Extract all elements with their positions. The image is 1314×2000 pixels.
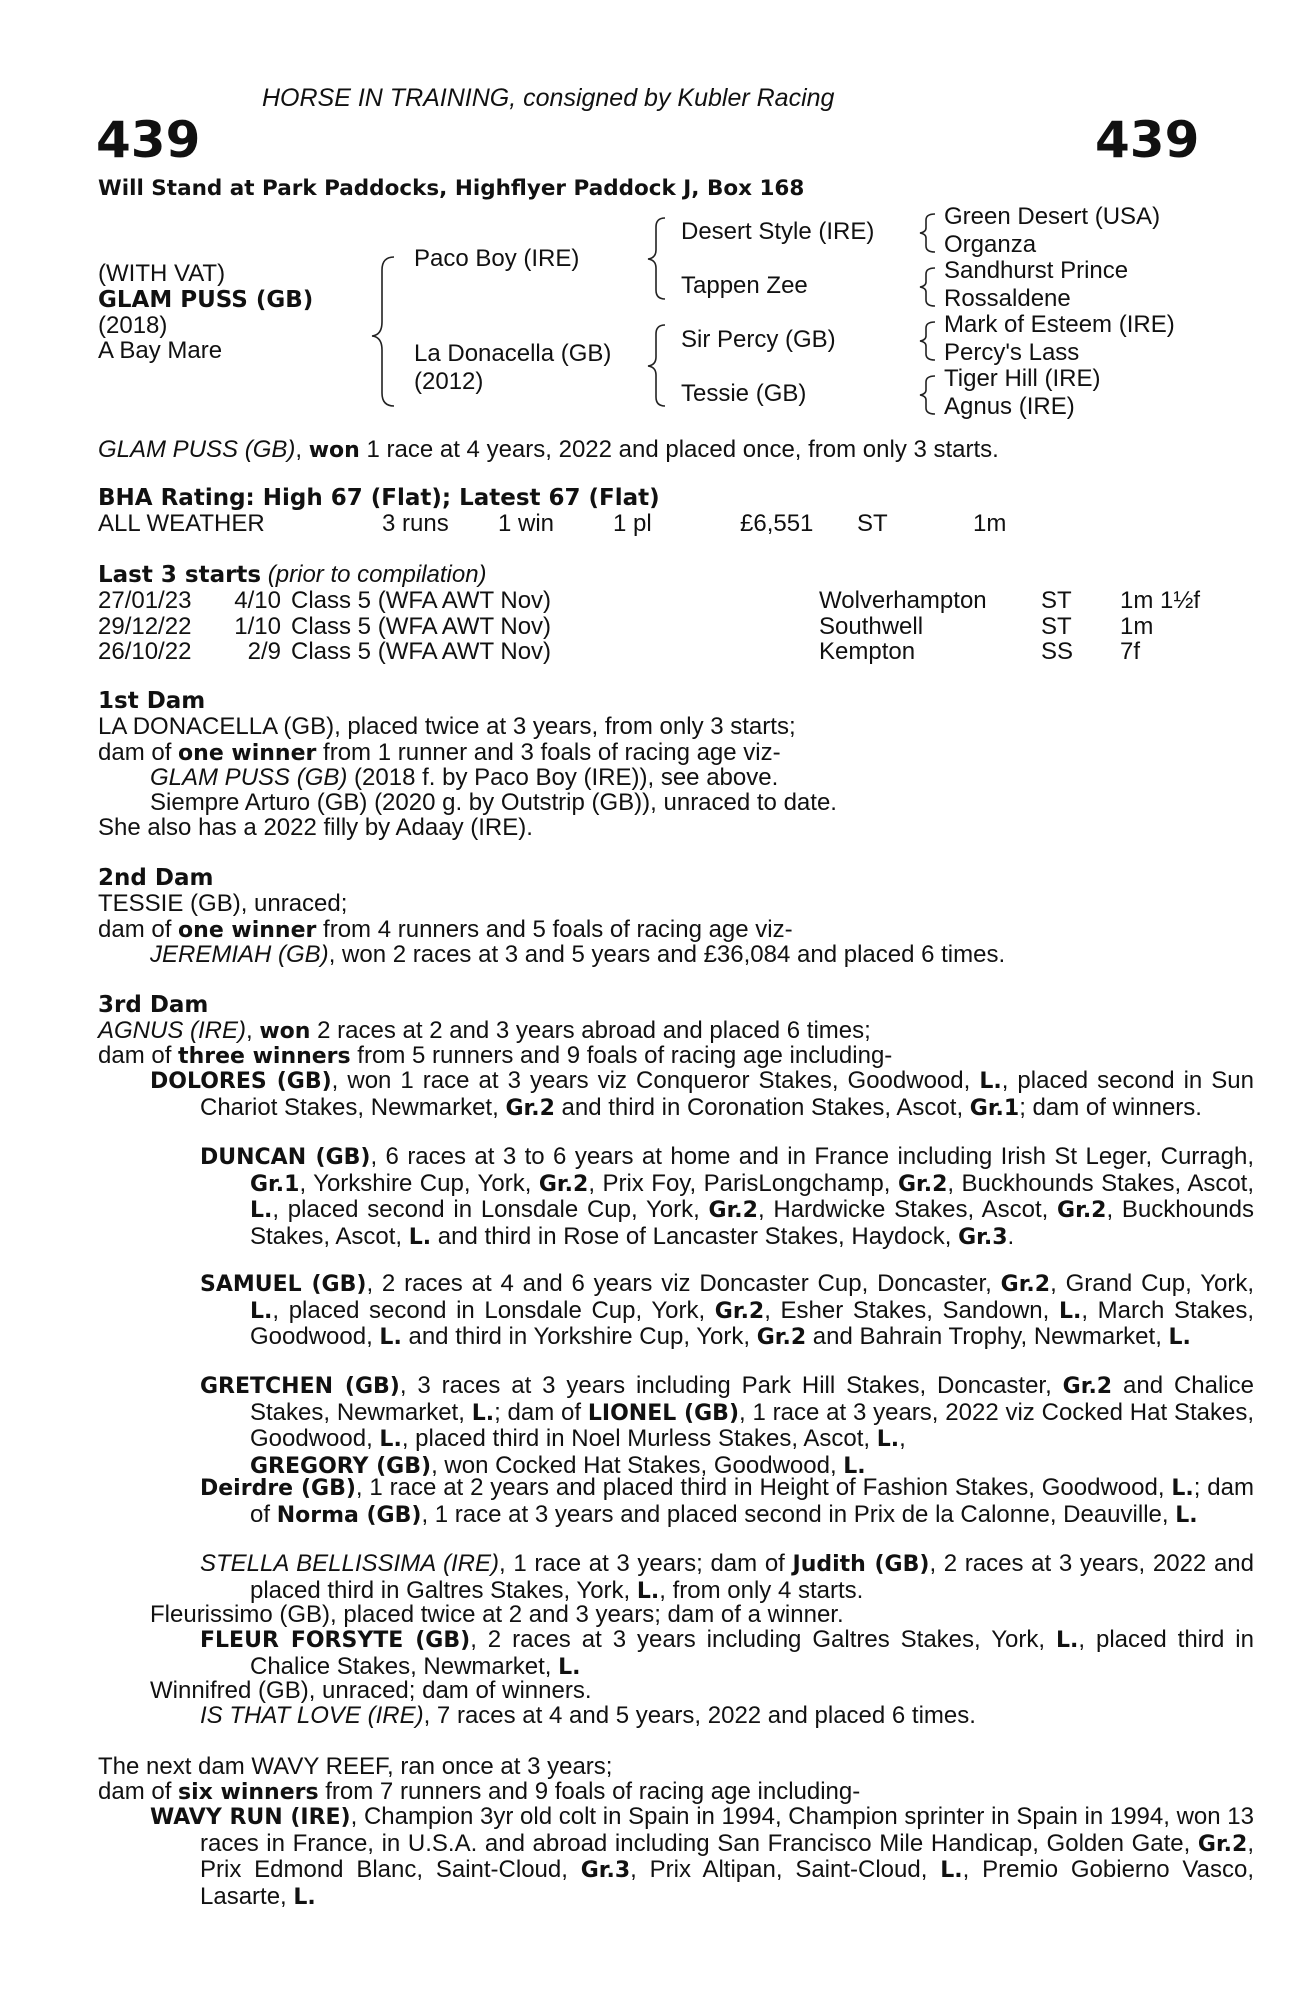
last-starts-note: (prior to compilation)	[267, 561, 487, 588]
dam3-line2	[98, 1043, 892, 1069]
start-course: Kempton	[819, 638, 916, 665]
start-pos: 2/9	[247, 638, 281, 665]
summary-rest: 1 race at 4 years, 2022 and placed once, from only 3 starts.	[359, 436, 999, 463]
pedigree-gen3-5: Mark of Esteem (IRE)	[944, 311, 1175, 338]
dam3-line1-rest: 2 races at 2 and 3 years abroad and placed 6 times;	[310, 1017, 871, 1044]
nextdam-line2-c: from 7 runners and 9 foals of racing age including-	[318, 1778, 861, 1805]
dam-year: (2012)	[414, 368, 484, 395]
last-starts-heading	[98, 562, 487, 588]
dam2-line2-c: from 4 runners and 5 foals of racing age viz-	[316, 916, 793, 943]
dam2-line3	[150, 942, 1005, 967]
lot-number-left: 439	[96, 111, 201, 169]
dam3-sep: ,	[246, 1017, 260, 1044]
dam-name: La Donacella (GB)	[414, 340, 612, 367]
dam1-line2	[98, 740, 781, 766]
produce-fleurissimo: Fleurissimo (GB), placed twice at 2 and 3 years; dam of a winner.	[150, 1601, 844, 1628]
vat-note: (WITH VAT)	[98, 260, 226, 287]
produce-stella: STELLA BELLISSIMA (IRE), 1 race at 3 years; dam of Judith (GB), 2 races at 3 years, 2022 and placed third in Galtres Stakes, York, L., from only 4 starts.	[200, 1550, 1254, 1604]
start-date: 26/10/22	[98, 638, 192, 665]
start-cls: Class 5 (WFA AWT Nov)	[291, 612, 552, 640]
produce-wavy-run: WAVY RUN (IRE), Champion 3yr old colt in Spain in 1994, Champion sprinter in Spain in 1994, won 13 races in France, in U.S.A. and abroad including San Francisco Mile Handicap, Golden Gate, Gr.2, Prix Edmond Blanc, Saint-Cloud, Gr.3, Prix Altipan, Saint-Cloud, L., Premio Gobierno Vasco, Lasarte, L.	[150, 1803, 1255, 1910]
dam1-line1: LA DONACELLA (GB), placed twice at 3 years, from only 3 starts;	[98, 713, 796, 740]
pedigree-gen2-1: Desert Style (IRE)	[681, 218, 875, 245]
start-date: 27/01/23	[98, 587, 192, 614]
rating-surface: ALL WEATHER	[98, 510, 265, 537]
dam3-heading: 3rd Dam	[98, 992, 209, 1018]
start-surface: SS	[1041, 638, 1074, 665]
pedigree-gen2-4: Tessie (GB)	[681, 380, 807, 407]
dam3-line1	[98, 1018, 871, 1044]
nextdam-winners: six winners	[178, 1780, 319, 1805]
produce-is-that-love: IS THAT LOVE (IRE), 7 races at 4 and 5 years, 2022 and placed 6 times.	[200, 1702, 976, 1729]
dam2-line2	[98, 917, 793, 943]
pedigree-gen3-3: Sandhurst Prince	[944, 257, 1129, 284]
dam1-line2-a: dam of	[98, 739, 179, 766]
start-pos: 1/10	[234, 612, 281, 640]
rating-placed: 1 pl	[613, 510, 652, 537]
start-date: 29/12/22	[98, 612, 192, 640]
dam3-won: won	[259, 1019, 311, 1044]
last-starts-title: Last 3 starts	[98, 562, 262, 588]
dam1-line3	[150, 765, 778, 790]
sire-name: Paco Boy (IRE)	[414, 245, 580, 272]
start-course: Southwell	[819, 612, 924, 640]
dam1-line5: She also has a 2022 filly by Adaay (IRE).	[98, 814, 533, 841]
dam1-heading: 1st Dam	[98, 688, 206, 714]
lot-number-right: 439	[1095, 111, 1200, 169]
nextdam-line2	[98, 1779, 860, 1805]
rating-runs: 3 runs	[382, 510, 449, 537]
race-summary	[98, 437, 999, 463]
start-dist: 7f	[1120, 638, 1141, 665]
consignor-line: HORSE IN TRAINING, consigned by Kubler Racing	[262, 84, 835, 112]
pedigree-gen3-6: Percy's Lass	[944, 339, 1080, 366]
start-surface: ST	[1041, 612, 1072, 640]
start-cls: Class 5 (WFA AWT Nov)	[291, 587, 552, 614]
pedigree-gen2-2: Tappen Zee	[681, 272, 808, 299]
produce-fleur-forsyte: FLEUR FORSYTE (GB), 2 races at 3 years including Galtres Stakes, York, L., placed third in Chalice Stakes, Newmarket, L.	[200, 1626, 1254, 1680]
start-dist: 1m	[1120, 612, 1154, 640]
bha-rating-heading: BHA Rating: High 67 (Flat); Latest 67 (Flat)	[98, 485, 660, 511]
pedigree-gen3-4: Rossaldene	[944, 285, 1071, 312]
produce-dolores: DOLORES (GB), won 1 race at 3 years viz Conqueror Stakes, Goodwood, L., placed second in Sun Chariot Stakes, Newmarket, Gr.2 and third in Coronation Stakes, Ascot, Gr.1; dam of winners.	[150, 1067, 1255, 1121]
rating-wins: 1 win	[498, 510, 555, 537]
dam1-foal-1: GLAM PUSS (GB)	[150, 764, 348, 791]
start-course: Wolverhampton	[819, 587, 987, 614]
horse-name: GLAM PUSS (GB)	[98, 287, 314, 313]
dam2-foal-1-detail: , won 2 races at 3 and 5 years and £36,084 and placed 6 times.	[328, 941, 1006, 968]
produce-deirdre: Deirdre (GB), 1 race at 2 years and placed third in Height of Fashion Stakes, Goodwood, L.; dam of Norma (GB), 1 race at 3 years and placed second in Prix de la Calonne, Deauville, L.	[200, 1474, 1254, 1528]
dam3-winners: three winners	[178, 1044, 351, 1069]
horse-description: A Bay Mare	[98, 337, 223, 364]
pedigree-gen3-2: Organza	[944, 231, 1037, 258]
dam1-winners: one winner	[178, 741, 317, 766]
dam2-line2-a: dam of	[98, 916, 179, 943]
rating-earnings: £6,551	[740, 510, 814, 537]
dam1-line4: Siempre Arturo (GB) (2020 g. by Outstrip (GB)), unraced to date.	[150, 789, 837, 816]
start-pos: 4/10	[234, 587, 281, 614]
nextdam-line2-a: dam of	[98, 1778, 179, 1805]
start-surface: ST	[1041, 587, 1072, 614]
dam3-line2-c: from 5 runners and 9 foals of racing age including-	[350, 1042, 893, 1069]
dam2-line1: TESSIE (GB), unraced;	[98, 890, 348, 917]
produce-samuel: SAMUEL (GB), 2 races at 4 and 6 years viz Doncaster Cup, Doncaster, Gr.2, Grand Cup, York, L., placed second in Lonsdale Cup, York, Gr.2, Esher Stakes, Sandown, L., March Stakes, Goodwood, L. and third in Yorkshire Cup, York, Gr.2 and Bahrain Trophy, Newmarket, L.	[200, 1270, 1255, 1350]
summary-horse-name: GLAM PUSS (GB)	[98, 436, 296, 463]
summary-won: won	[308, 438, 360, 463]
start-cls: Class 5 (WFA AWT Nov)	[291, 638, 552, 665]
pedigree-gen2-3: Sir Percy (GB)	[681, 326, 836, 353]
nextdam-line1: The next dam WAVY REEF, ran once at 3 years;	[98, 1753, 613, 1780]
pedigree-gen3-1: Green Desert (USA)	[944, 203, 1161, 230]
rating-going: ST	[857, 510, 888, 537]
start-dist: 1m 1½f	[1120, 587, 1201, 614]
dam2-heading: 2nd Dam	[98, 865, 214, 891]
rating-distance: 1m	[973, 510, 1007, 537]
dam1-line2-c: from 1 runner and 3 foals of racing age viz-	[316, 739, 781, 766]
dam2-foal-1: JEREMIAH (GB)	[150, 941, 329, 968]
foaling-year: (2018)	[98, 312, 168, 339]
dam1-foal-1-detail: (2018 f. by Paco Boy (IRE)), see above.	[347, 764, 779, 791]
produce-gretchen: GRETCHEN (GB), 3 races at 3 years including Park Hill Stakes, Doncaster, Gr.2 and Chalice Stakes, Newmarket, L.; dam of LIONEL (GB), 1 race at 3 years, 2022 viz Cocked Hat Stakes, Goodwood, L., placed third in Noel Murless Stakes, Ascot, L., GREGORY (GB), won Cocked Hat Stakes, Goodwood, L.	[200, 1372, 1255, 1479]
rating-row	[98, 511, 1218, 537]
pedigree-gen3-7: Tiger Hill (IRE)	[944, 365, 1101, 392]
stand-location: Will Stand at Park Paddocks, Highflyer Paddock J, Box 168	[98, 176, 805, 201]
produce-duncan: DUNCAN (GB), 6 races at 3 to 6 years at home and in France including Irish St Leger, Curragh, Gr.1, Yorkshire Cup, York, Gr.2, Prix Foy, ParisLongchamp, Gr.2, Buckhounds Stakes, Ascot, L., placed second in Lonsdale Cup, York, Gr.2, Hardwicke Stakes, Ascot, Gr.2, Buckhounds Stakes, Ascot, L. and third in Rose of Lancaster Stakes, Haydock, Gr.3.	[200, 1143, 1255, 1250]
summary-sep: ,	[295, 436, 309, 463]
dam3-line2-a: dam of	[98, 1042, 179, 1069]
produce-winnifred: Winnifred (GB), unraced; dam of winners.	[150, 1677, 592, 1704]
pedigree-gen3-8: Agnus (IRE)	[944, 393, 1075, 420]
dam2-winners: one winner	[178, 918, 317, 943]
dam3-name: AGNUS (IRE)	[98, 1017, 247, 1044]
